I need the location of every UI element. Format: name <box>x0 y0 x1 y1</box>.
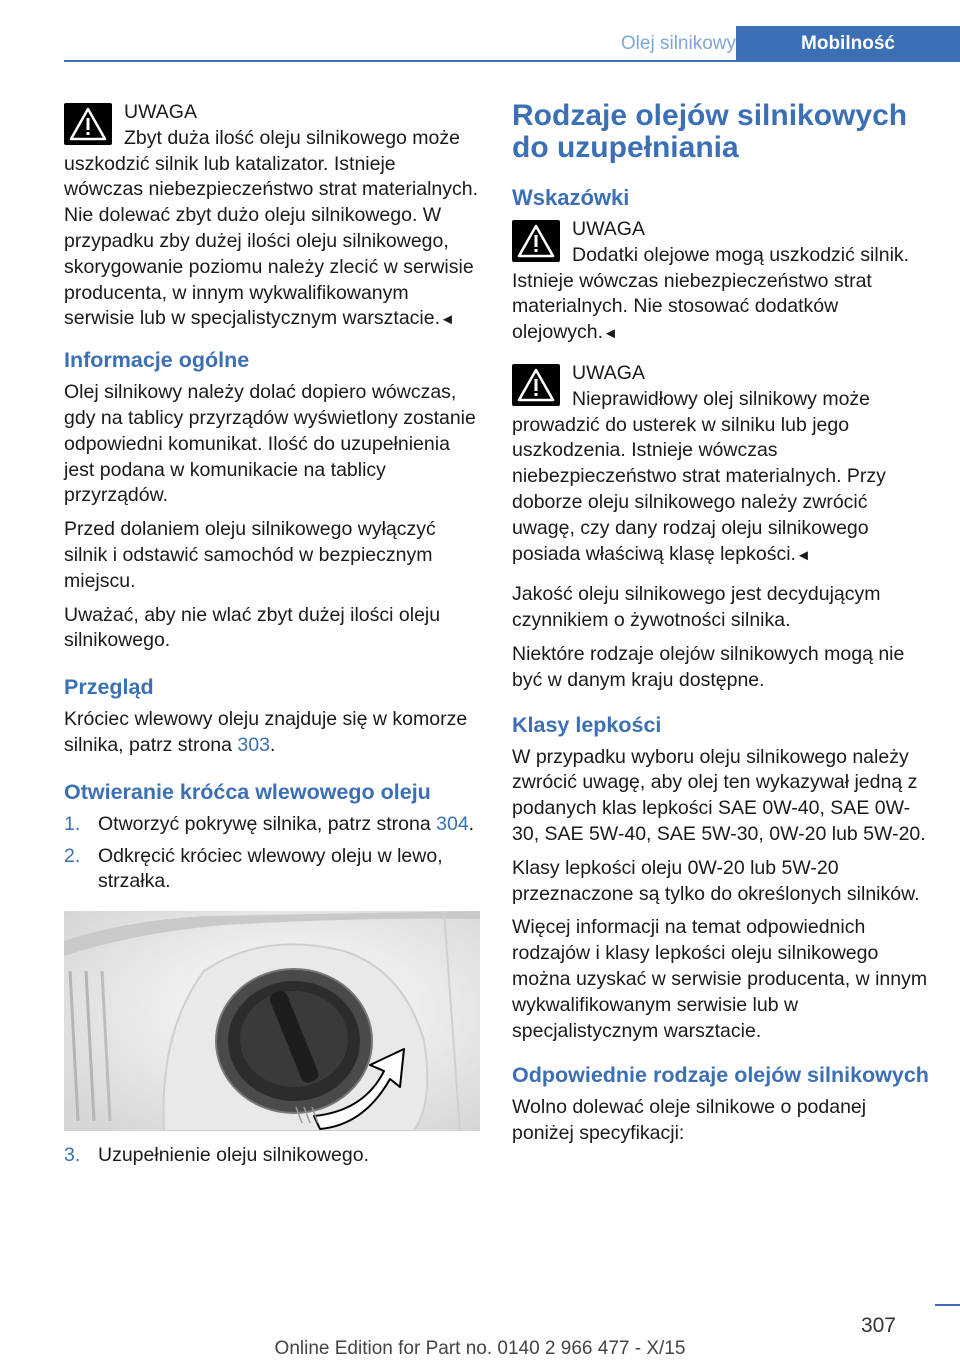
warning-text: Nieprawidłowy olej silnikowy może prowadzić do usterek w silniku lub jego uszkodzenia. Istnieje wówczas niebezpieczeństwo strat materialnych. Przy doborze oleju silnikowego należy zwrócić uwagę, czy dany rodzaj oleju silnikowego posiada właściwą klasę lepkości. <box>512 387 886 565</box>
paragraph: Przed dolaniem oleju silnikowego wyłączyć silnik i odstawić samochód w bezpiecznym miejscu. <box>64 518 436 592</box>
paragraph: Niektóre rodzaje olejów silnikowych mogą nie być w danym kraju dostępne. <box>512 642 905 691</box>
oil-filler-cap-illustration <box>64 911 480 1131</box>
warning-block <box>512 361 932 568</box>
heading-opening: Otwieranie króćca wlewowego oleju <box>64 779 431 804</box>
warning-title: UWAGA <box>572 218 645 240</box>
warning-triangle-icon <box>512 364 560 406</box>
list-item <box>64 844 480 896</box>
page-link-304[interactable]: 304 <box>436 812 469 835</box>
steps-list <box>64 812 480 895</box>
warning-title: UWAGA <box>124 101 197 123</box>
steps-list-continued <box>64 1143 480 1169</box>
right-column <box>512 100 932 1155</box>
paragraph: Olej silnikowy należy dolać dopiero wówczas, gdy na tablicy przyrządów wyświetlony zostanie odpowiedni komunikat. Ilość do uzupełnienia jest podana w komunikacie na tablicy przyrządów. <box>64 381 476 507</box>
chapter-tab-label: Mobilność <box>801 33 895 54</box>
warning-title: UWAGA <box>572 361 645 384</box>
warning-block <box>512 217 932 347</box>
heading-hints: Wskazówki <box>512 185 630 210</box>
end-marker: ◄ <box>440 311 455 329</box>
step-suffix: . <box>468 812 475 835</box>
step-number: 1. <box>64 812 81 835</box>
heading-viscosity: Klasy lepkości <box>512 712 662 737</box>
warning-text: Zbyt duża ilość oleju silnikowego może uszkodzić silnik lub katalizator. Istnieje wówczas niebezpieczeństwo strat materialnych. Nie dolewać zbyt dużo oleju silnikowego. W przypadku zby dużej ilości oleju silnikowego, skorygowanie poziomu należy zlecić w serwisie producenta, w innym wykwalifikowanym serwisie lub w specjalistycznym warsztacie. <box>64 126 479 330</box>
left-column <box>64 100 480 1175</box>
heading-general-info: Informacje ogólne <box>64 348 250 373</box>
paragraph: Klasy lepkości oleju 0W-20 lub 5W-20 przeznaczone są tylko do określonych silników. <box>512 856 920 905</box>
paragraph: Jakość oleju silnikowego jest decydującym czynnikiem o żywotności silnika. <box>512 583 881 632</box>
step-number: 3. <box>64 1144 81 1167</box>
paragraph-overview <box>64 707 480 759</box>
page-title: Rodzaje olejów silnikowych do uzupełniania <box>512 99 908 164</box>
list-item <box>64 1143 480 1169</box>
header-rule <box>64 60 960 62</box>
heading-suitable-oils: Odpowiednie rodzaje olejów silnikowych <box>512 1063 929 1088</box>
heading-overview: Przegląd <box>64 675 154 700</box>
paragraph: Wolno dolewać oleje silnikowe o podanej poniżej specyfikacji: <box>512 1096 867 1145</box>
paragraph: Uważać, aby nie wlać zbyt dużej ilości oleju silnikowego. <box>64 603 441 652</box>
step-text: Uzupełnienie oleju silnikowego. <box>98 1144 370 1167</box>
edition-footer: Online Edition for Part no. 0140 2 966 477 - X/15 <box>274 1338 686 1359</box>
footer-rule <box>935 1304 960 1306</box>
step-text: Odkręcić króciec wlewowy oleju w lewo, strzałka. <box>98 844 443 893</box>
paragraph: W przypadku wyboru oleju silnikowego należy zwrócić uwagę, aby olej ten wykazywał jedną z podanych klas lepkości SAE 0W-40, SAE 0W-30, SAE 5W-40, SAE 5W-30, 0W-20 lub 5W-20. <box>512 745 926 845</box>
list-item <box>64 812 480 838</box>
overview-suffix: . <box>269 733 276 756</box>
overview-text: Króciec wlewowy oleju znajduje się w komorze silnika, patrz strona <box>64 708 468 756</box>
header-chapter-tab[interactable] <box>736 26 960 62</box>
end-marker: ◄ <box>603 325 618 343</box>
warning-block <box>64 100 480 333</box>
step-text: Otworzyć pokrywę silnika, patrz strona <box>98 812 431 835</box>
warning-triangle-icon <box>64 103 112 145</box>
step-number: 2. <box>64 844 81 867</box>
page-number: 307 <box>860 1314 896 1337</box>
warning-text: Dodatki olejowe mogą uszkodzić silnik. Istnieje wówczas niebezpieczeństwo strat materialnych. Nie stosować dodatków olejowych. <box>512 243 910 344</box>
warning-triangle-icon <box>512 220 560 262</box>
page-link-303[interactable]: 303 <box>237 733 270 756</box>
header-section-title: Olej silnikowy <box>620 33 736 54</box>
paragraph: Więcej informacji na temat odpowiednich rodzajów i klasy lepkości oleju silnikowego można uzyskać w serwisie producenta, w innym wykwalifikowanym serwisie lub w specjalistycznym warsztacie. <box>512 916 928 1042</box>
end-marker: ◄ <box>795 546 811 564</box>
